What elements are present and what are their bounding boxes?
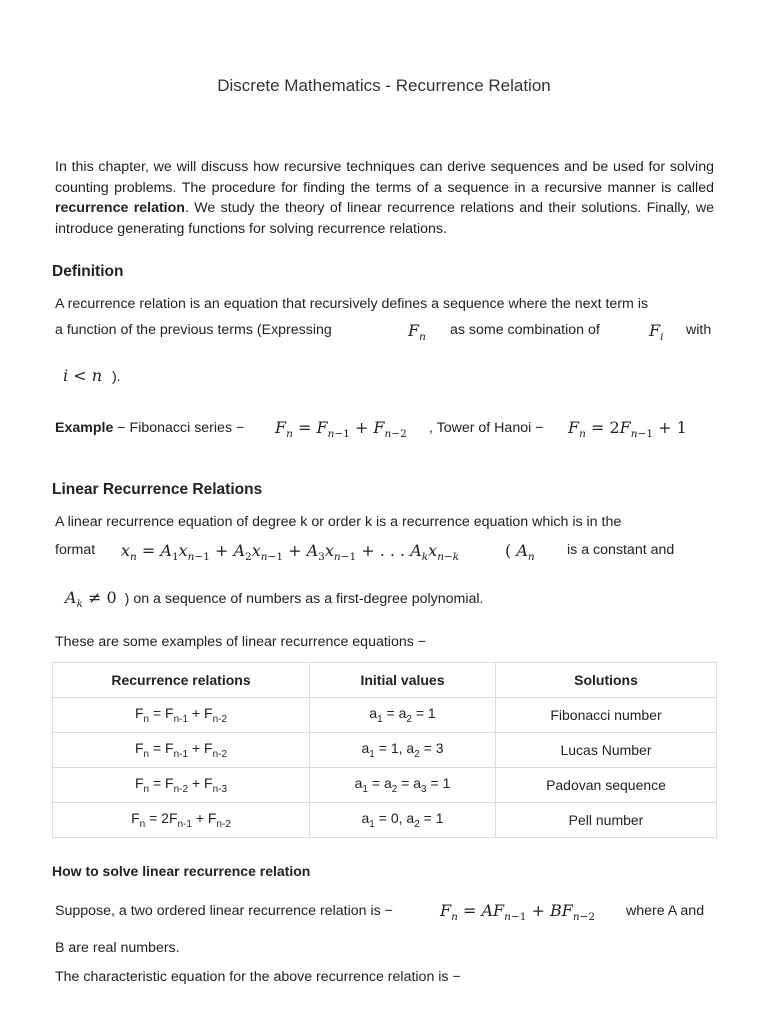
example-hanoi-text: , Tower of Hanoi − xyxy=(429,420,544,436)
math-fi: $F_i$ xyxy=(649,321,664,344)
math-linear-relation: $x_n = A_1x_{n-1} + A_2x_{n-1} + A_3x_{n-1}$ + . . . $A_kx_{n-k}$ xyxy=(121,541,460,564)
table-header-initial-values: Initial values xyxy=(310,663,496,698)
math-two-order-relation: $F_n = AF_{n-1} + BF_{n-2}$ xyxy=(440,901,596,924)
table-row xyxy=(53,768,717,803)
linear-line-2-text-a: format xyxy=(55,542,96,558)
linear-line-2 xyxy=(55,541,714,564)
intro-bold-term: recurrence relation xyxy=(55,200,185,216)
table-row xyxy=(53,733,717,768)
table-cell-solution: Padovan sequence xyxy=(496,768,717,803)
example-line xyxy=(55,418,714,441)
definition-line-2-text-c: with xyxy=(686,322,712,338)
table-cell-initial: $a_1 = 0$, $a_2 = 1$ xyxy=(310,803,496,838)
solve-line-2: B are real numbers. xyxy=(55,940,180,956)
intro-text-start: In this chapter, we will discuss how recursive techniques can derive sequences and be used for solving counting problems. The procedure for finding the terms of a sequence in a recursive manner is called xyxy=(55,159,714,196)
table-cell-initial: $a_1 = a_2 = a_3 = 1$ xyxy=(310,768,496,803)
linear-line-3-text: ) on a sequence of numbers as a first-degree polynomial. xyxy=(124,591,484,607)
intro-text-end: . We study the theory of linear recurrence relations and their solutions. Finally, we introduce generating functions for solving recurrence relations. xyxy=(55,200,714,237)
solve-line-1 xyxy=(55,901,714,924)
math-fibonacci-relation: $F_n = F_{n-1} + F_{n-2}$ xyxy=(275,418,407,441)
math-i-less-n: i < n xyxy=(63,366,102,385)
definition-heading: Definition xyxy=(52,263,124,280)
table-cell-initial: $a_1 = a_2 = 1$ xyxy=(310,698,496,733)
recurrence-examples-table xyxy=(52,662,717,838)
intro-paragraph xyxy=(55,157,714,239)
table-cell-solution: Fibonacci number xyxy=(496,698,717,733)
table-cell-solution: Pell number xyxy=(496,803,717,838)
solve-heading: How to solve linear recurrence relation xyxy=(52,863,311,879)
definition-line-2-text-a: a function of the previous terms (Expressing xyxy=(55,322,332,338)
table-cell-relation: $F_n = F_{n-2} + F_{n-3}$ xyxy=(53,768,310,803)
definition-line-3 xyxy=(63,366,722,385)
table-cell-relation: $F_n = F_{n-1} + F_{n-2}$ xyxy=(53,698,310,733)
table-header-solutions: Solutions xyxy=(496,663,717,698)
math-an: ( $A_n$ xyxy=(505,541,535,564)
linear-line-2-text-b: is a constant and xyxy=(567,542,675,558)
table-cell-solution: Lucas Number xyxy=(496,733,717,768)
table-header-row xyxy=(53,663,717,698)
definition-line-1: A recurrence relation is an equation that recursively defines a sequence where the next term is xyxy=(55,296,649,312)
table-cell-relation: $F_n = F_{n-1} + F_{n-2}$ xyxy=(53,733,310,768)
solve-line-1-text-b: where A and xyxy=(626,903,705,919)
linear-line-3 xyxy=(65,588,724,610)
linear-line-1: A linear recurrence equation of degree k or order k is a recurrence equation which is in the xyxy=(55,514,622,530)
table-row xyxy=(53,803,717,838)
example-fib-text: − Fibonacci series − xyxy=(113,420,245,436)
definition-line-3-end: ). xyxy=(111,369,121,385)
table-row xyxy=(53,698,717,733)
math-fn: $F_n$ xyxy=(408,321,426,344)
table-cell-relation: $F_n = 2F_{n-1} + F_{n-2}$ xyxy=(53,803,310,838)
math-hanoi-relation: $F_n = 2F_{n-1} + 1$ xyxy=(568,418,687,441)
solve-line-1-text-a: Suppose, a two ordered linear recurrence relation is − xyxy=(55,903,393,919)
examples-intro: These are some examples of linear recurrence equations − xyxy=(55,634,427,650)
definition-line-2 xyxy=(55,321,714,344)
table-cell-initial: $a_1 = 1$, $a_2 = 3$ xyxy=(310,733,496,768)
example-label: Example xyxy=(55,420,114,436)
solve-line-3: The characteristic equation for the above recurrence relation is − xyxy=(55,969,461,985)
definition-line-2-text-b: as some combination of xyxy=(450,322,600,338)
linear-heading: Linear Recurrence Relations xyxy=(52,481,263,498)
page-title: Discrete Mathematics - Recurrence Relation xyxy=(217,76,551,95)
math-ak-nonzero: $A_k \ne 0$ xyxy=(65,588,117,611)
table-header-relations: Recurrence relations xyxy=(53,663,310,698)
